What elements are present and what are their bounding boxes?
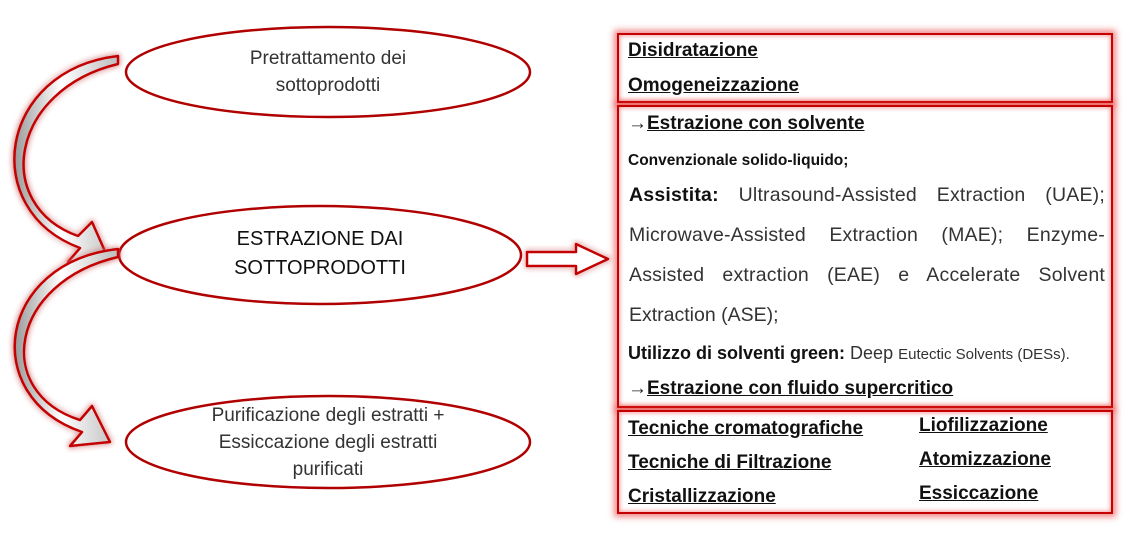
item-essiccazione: Essiccazione [919,483,1039,504]
item-omogeneizzazione: Omogeneizzazione [628,75,800,96]
item-liofilizzazione: Liofilizzazione [919,415,1048,436]
purification-line-2: Essiccazione degli estratti [218,431,438,453]
box-purification [617,410,1113,514]
green-solvents-line: Utilizzo di solventi green: Deep Eutectic Solvents (DESs). [628,343,1070,363]
extraction-line-1: ESTRAZIONE DAI [236,228,404,250]
purification-line-1: Purificazione degli estratti + [211,404,445,426]
supercritical-heading: →Estrazione con fluido supercritico [628,378,954,399]
item-atomizzazione: Atomizzazione [919,449,1051,470]
arrow-right-icon: → [628,113,647,134]
pretreatment-line-1: Pretrattamento dei [249,48,407,69]
assisted-line-1: Assistita: Ultrasound-Assisted Extraction (UAE); [629,184,1105,206]
item-tecniche-filtrazione: Tecniche di Filtrazione [628,452,832,473]
curved-arrow-bottom [15,249,118,446]
purification-line-3: purificati [292,458,364,480]
box-pretreatment [617,33,1113,103]
item-tecniche-cromatografiche: Tecniche cromatografiche [628,418,864,439]
arrow-right-icon: → [628,378,647,399]
right-arrow [527,244,608,274]
solvent-heading: →Estrazione con solvente [628,113,865,134]
assisted-line-4: Extraction (ASE); [629,304,779,326]
pretreatment-line-2: sottoprodotti [275,75,381,96]
curved-arrow-top [14,56,118,262]
ellipse-pretreatment-label [140,42,516,102]
extraction-line-2: SOTTOPRODOTTI [234,257,406,279]
item-cristallizzazione: Cristallizzazione [628,486,776,507]
ellipse-extraction-label [130,222,510,286]
assisted-line-2: Microwave-Assisted Extraction (MAE); Enzyme- [629,224,1105,246]
box-extraction [617,105,1113,408]
ellipse-purification-label [140,400,516,484]
assisted-line-3: Assisted extraction (EAE) e Accelerate Solvent [629,264,1105,286]
conventional-text: Convenzionale solido-liquido; [628,152,849,169]
item-disidratazione: Disidratazione [628,40,758,61]
